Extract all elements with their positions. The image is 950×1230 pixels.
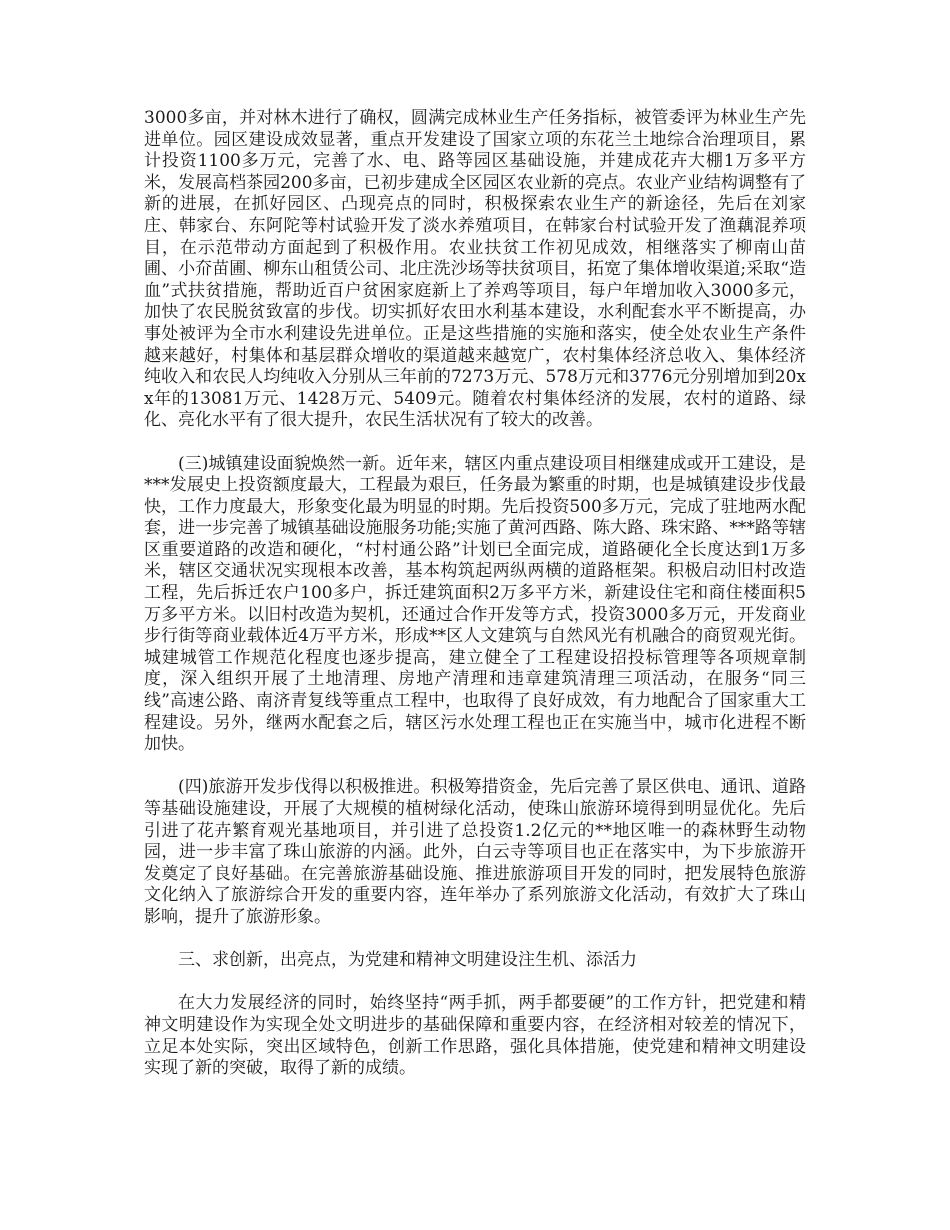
document-page [144,108,806,1101]
paragraph-urban-construction: (三)城镇建设面貌焕然一新。近年来，辖区内重点建设项目相继建成或开工建设，是***发展史上投资额度最大，工程最为艰巨，任务最为繁重的时期，也是城镇建设步伐最快，工作力度最大，形象变化最为明显的时期。先后投资500多万元，完成了驻地两水配套，进一步完善了城镇基础设施服务功能;实施了黄河西路、陈大路、珠宋路、***路等辖区重要道路的改造和硬化，“村村通公路”计划已全面完成，道路硬化全长度达到1万多米，辖区交通状况实现根本改善，基本构筑起两纵两横的道路框架。积极启动旧村改造工程，先后拆迁农户100多户，拆迁建筑面积2万多平方米，新建设住宅和商住楼面积5万多平方米。以旧村改造为契机，还通过合作开发等方式，投资3000多万元，开发商业步行街等商业载体近4万平方米，形成**区人文建筑与自然风光有机融合的商贸观光街。城建城管工作规范化程度也逐步提高，建立健全了工程建设招投标管理等各项规章制度，深入组织开展了土地清理、房地产清理和违章建筑清理三项活动，在服务“同三线”高速公路、南济青复线等重点工程中，也取得了良好成效，有力地配合了国家重大工程建设。另外，继两水配套之后，辖区污水处理工程也正在实施当中，城市化进程不断加快。 [144,453,806,755]
section-heading-party-building: 三、求创新，出亮点，为党建和精神文明建设注生机、添活力 [178,950,637,971]
paragraph-party-building: 在大力发展经济的同时，始终坚持“两手抓，两手都要硬”的工作方针，把党建和精神文明建设作为实现全处文明进步的基础保障和重要内容，在经济相对较差的情况下，立足本处实际，突出区域特色，创新工作思路，强化具体措施，使党建和精神文明建设实现了新的突破，取得了新的成绩。 [144,993,806,1079]
paragraph-agriculture: 3000多亩，并对林木进行了确权，圆满完成林业生产任务指标，被管委评为林业生产先进单位。园区建设成效显著，重点开发建设了国家立项的东花兰土地综合治理项目，累计投资1100多万元，完善了水、电、路等园区基础设施，并建成花卉大棚1万多平方米，发展高档茶园200多亩，已初步建成全区园区农业新的亮点。农业产业结构调整有了新的进展，在抓好园区、凸现亮点的同时，积极探索农业生产的新途径，先后在刘家庄、韩家台、东阿陀等村试验开发了淡水养殖项目，在韩家台村试验开发了渔藕混养项目，在示范带动方面起到了积极作用。农业扶贫工作初见成效，相继落实了柳南山苗圃、小夼苗圃、柳东山租赁公司、北庄洗沙场等扶贫项目，拓宽了集体增收渠道;采取“造血”式扶贫措施，帮助近百户贫困家庭新上了养鸡等项目，每户年增加收入3000多元，加快了农民脱贫致富的步伐。切实抓好农田水利基本建设，水利配套水平不断提高，办事处被评为全市水利建设先进单位。正是这些措施的实施和落实，使全处农业生产条件越来越好，村集体和基层群众增收的渠道越来越宽广，农村集体经济总收入、集体经济纯收入和农民人均纯收入分别从三年前的7273万元、578万元和3776元分别增加到20xx年的13081万元、1428万元、5409元。随着农村集体经济的发展，农村的道路、绿化、亮化水平有了很大提升，农民生活状况有了较大的改善。 [144,108,806,431]
paragraph-tourism: (四)旅游开发步伐得以积极推进。积极筹措资金，先后完善了景区供电、通讯、道路等基础设施建设，开展了大规模的植树绿化活动，使珠山旅游环境得到明显优化。先后引进了花卉繁育观光基地项目，并引进了总投资1.2亿元的**地区唯一的森林野生动物园，进一步丰富了珠山旅游的内涵。此外，白云寺等项目也正在落实中，为下步旅游开发奠定了良好基础。在完善旅游基础设施、推进旅游项目开发的同时，把发展特色旅游文化纳入了旅游综合开发的重要内容，连年举办了系列旅游文化活动，有效扩大了珠山影响，提升了旅游形象。 [144,777,806,927]
